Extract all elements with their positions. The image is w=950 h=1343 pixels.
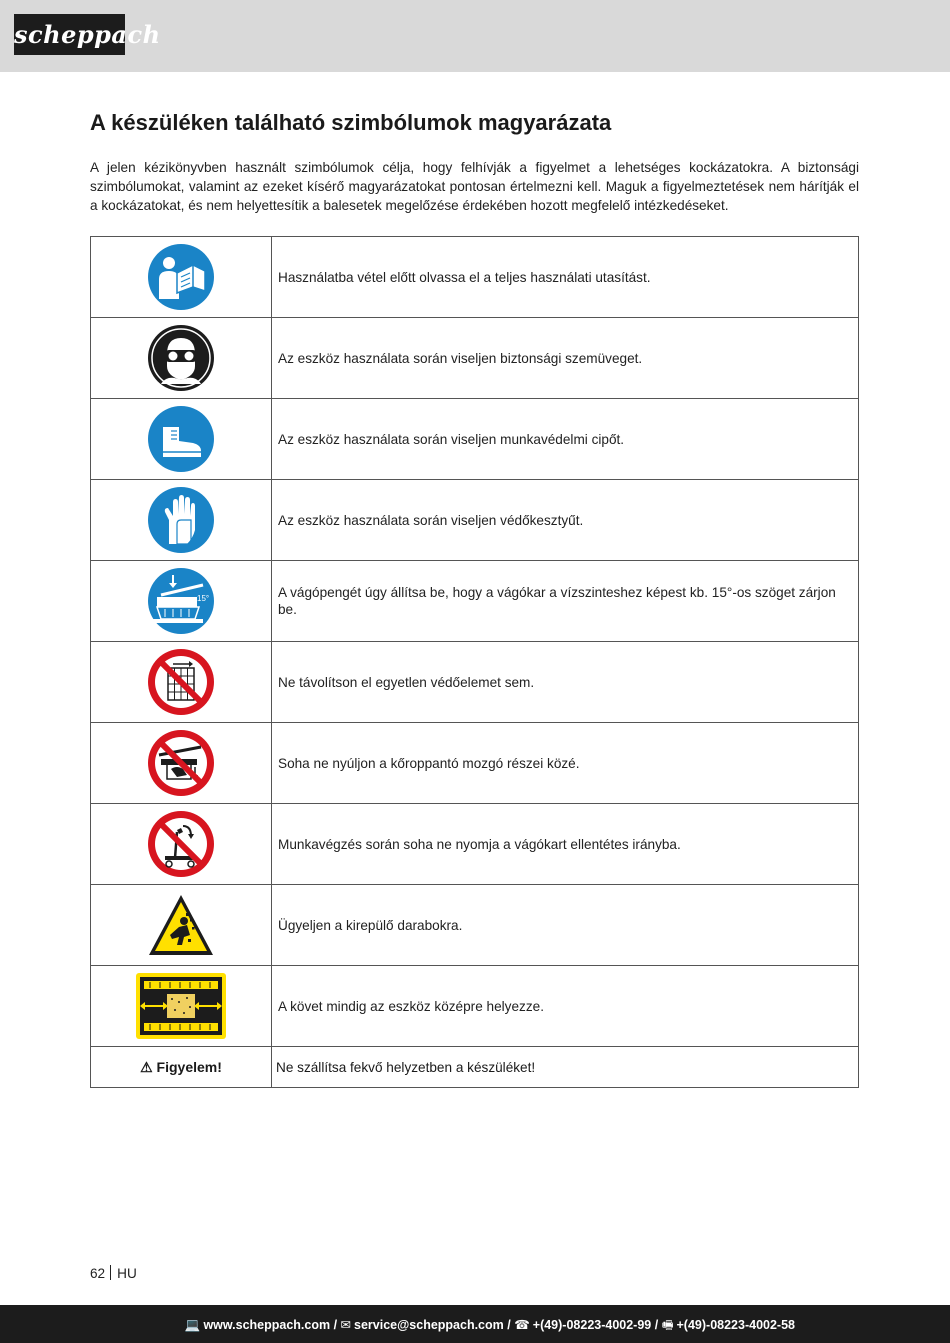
scheppach-logo: scheppach: [14, 14, 125, 55]
protective-gloves-icon: [147, 486, 215, 554]
symbol-row: [91, 966, 859, 1047]
flying-debris-warning-icon: [146, 891, 216, 959]
safety-goggles-icon: [147, 324, 215, 392]
symbol-row: [91, 561, 859, 642]
fax-icon: 🖷: [661, 1318, 674, 1332]
computer-icon: 💻: [184, 1318, 201, 1332]
symbol-description: Használatba vétel előtt olvassa el a teljes használati utasítást.: [272, 237, 859, 318]
symbol-description: Ne távolítson el egyetlen védőelemet sem.: [272, 642, 859, 723]
footer-contact: 💻 www.scheppach.com / ✉ service@scheppach.com / ☎ +(49)-08223-4002-99 / 🖷 +(49)-08223-4002-58: [184, 1318, 795, 1332]
symbol-row: [91, 399, 859, 480]
no-guard-removal-icon: [147, 648, 215, 716]
symbol-description: Az eszköz használata során viseljen biztonsági szemüveget.: [272, 318, 859, 399]
symbol-row: [91, 318, 859, 399]
symbol-row: [91, 885, 859, 966]
warning-row: [91, 1047, 859, 1088]
symbol-row: [91, 642, 859, 723]
no-reach-moving-parts-icon: [147, 729, 215, 797]
page-footer: [0, 1305, 950, 1343]
symbol-description: A vágópengét úgy állítsa be, hogy a vágókar a vízszinteshez képest kb. 15°-os szöget zárjon be.: [272, 561, 859, 642]
warning-text: Ne szállítsa fekvő helyzetben a készüléket!: [272, 1047, 859, 1088]
symbol-row: [91, 237, 859, 318]
center-stone-icon: [135, 972, 227, 1040]
angle-label: 15°: [197, 594, 210, 603]
page-header: [0, 0, 950, 72]
email-icon: ✉: [340, 1318, 351, 1332]
footer-email[interactable]: service@scheppach.com: [354, 1318, 504, 1332]
safety-boots-icon: [147, 405, 215, 473]
symbol-description: Ügyeljen a kirepülő darabokra.: [272, 885, 859, 966]
page-number-value: 62: [90, 1266, 106, 1281]
no-push-reverse-icon: [147, 810, 215, 878]
language-code: HU: [117, 1266, 137, 1281]
blade-angle-icon: [147, 567, 215, 635]
symbol-description: Munkavégzés során soha ne nyomja a vágókart ellentétes irányba.: [272, 804, 859, 885]
read-manual-icon: [147, 243, 215, 311]
page-title: A készüléken található szimbólumok magyarázata: [90, 110, 612, 135]
symbol-description: A követ mindig az eszköz középre helyezze.: [272, 966, 859, 1047]
symbol-description: Az eszköz használata során viseljen munkavédelmi cipőt.: [272, 399, 859, 480]
page-number: [90, 1265, 137, 1281]
footer-web[interactable]: www.scheppach.com: [203, 1318, 331, 1332]
footer-fax: +(49)-08223-4002-58: [676, 1318, 795, 1332]
symbol-description: Soha ne nyúljon a kőroppantó mozgó részei közé.: [272, 723, 859, 804]
symbol-row: [91, 480, 859, 561]
page-number-divider: [110, 1265, 111, 1280]
symbol-row: [91, 723, 859, 804]
symbol-description: Az eszköz használata során viseljen védőkesztyűt.: [272, 480, 859, 561]
footer-phone: +(49)-08223-4002-99: [532, 1318, 652, 1332]
symbols-table: [90, 236, 859, 1088]
symbol-row: [91, 804, 859, 885]
phone-icon: ☎: [514, 1318, 530, 1332]
warning-label: ⚠ Figyelem!: [91, 1047, 272, 1088]
intro-paragraph: A jelen kézikönyvben használt szimbólumok célja, hogy felhívják a figyelmet a lehetséges kockázatokra. A biztonsági szimbólumokat, valamint az ezeket kísérő magyarázatokat pontosan értelmezni kell. Maguk a figyelmeztetések nem hárítják el a kockázatokat, és nem helyettesítik a balesetek megelőzése érdekében hozott megfelelő intézkedéseket.: [90, 160, 859, 213]
